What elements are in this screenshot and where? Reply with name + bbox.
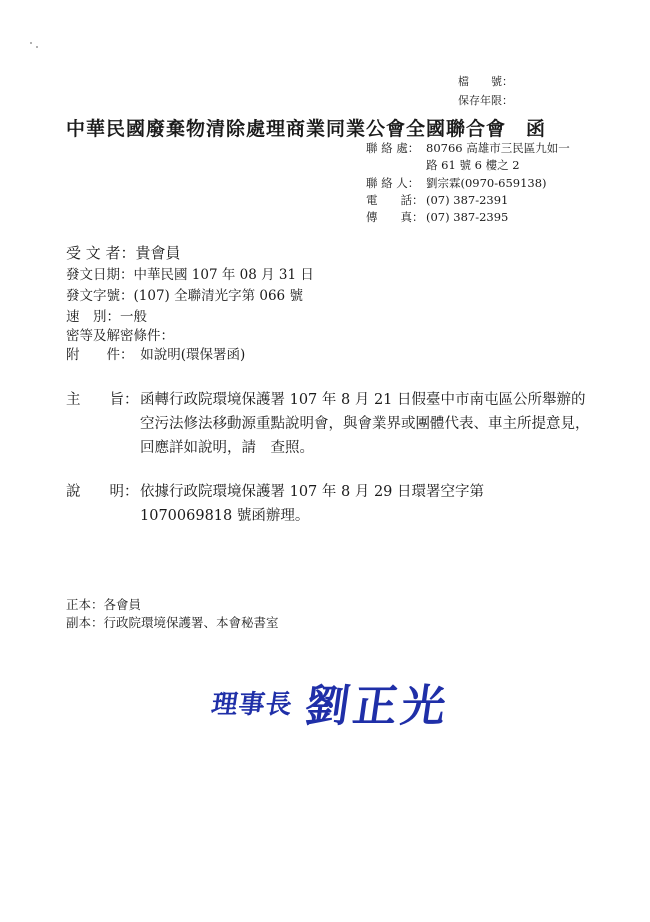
- issue-date: 發文日期：中華民國 107 年 08 月 31 日: [66, 267, 314, 283]
- phone-number: (07) 387-2391: [426, 193, 509, 207]
- org-title: 中華民國廢棄物清除處理商業同業公會全國聯合會 函: [66, 118, 547, 140]
- signature-name: 劉正光: [301, 681, 453, 732]
- explanation-label: 說 明：: [66, 484, 139, 500]
- retention-label: 保存年限：: [458, 94, 513, 107]
- file-number-label: 檔 號：: [458, 75, 513, 88]
- subject-label: 主 旨：: [66, 392, 139, 408]
- attachment: 附 件： 如說明(環保署函): [66, 347, 246, 363]
- signature-title: 理事長: [209, 690, 295, 720]
- copy-recipients: 副本：行政院環境保護署、本會秘書室: [66, 615, 279, 630]
- scan-speck: [36, 46, 38, 48]
- contact-person: 劉宗霖(0970-659138): [426, 176, 547, 190]
- delivery-speed: 速 別：一般: [66, 309, 147, 325]
- original-recipients: 正本：各會員: [66, 597, 142, 612]
- address-line-1: 80766 高雄市三民區九如一: [426, 141, 570, 155]
- recipient: 受 文 者：貴會員: [66, 244, 181, 262]
- phone-label: 電 話：: [366, 193, 424, 207]
- address-line-2: 路 61 號 6 樓之 2: [426, 158, 520, 172]
- explanation-text: 依據行政院環境保護署 107 年 8 月 29 日環署空字第 1070069818 號函辦理。: [140, 484, 485, 524]
- document-number: 發文字號：(107) 全聯清光字第 066 號: [66, 288, 303, 304]
- contact-person-label: 聯 絡 人：: [366, 176, 420, 190]
- address-label: 聯 絡 處：: [366, 141, 420, 155]
- subject-text: 函轉行政院環境保護署 107 年 8 月 21 日假臺中市南屯區公所舉辦的空污法修法移動源重點說明會，與會業界或團體代表、車主所提意見，回應詳如說明，請 查照。: [140, 392, 590, 456]
- fax-number: (07) 387-2395: [426, 210, 509, 224]
- scan-speck: [30, 42, 32, 44]
- fax-label: 傳 真：: [366, 210, 424, 224]
- classification: 密等及解密條件：: [66, 328, 174, 344]
